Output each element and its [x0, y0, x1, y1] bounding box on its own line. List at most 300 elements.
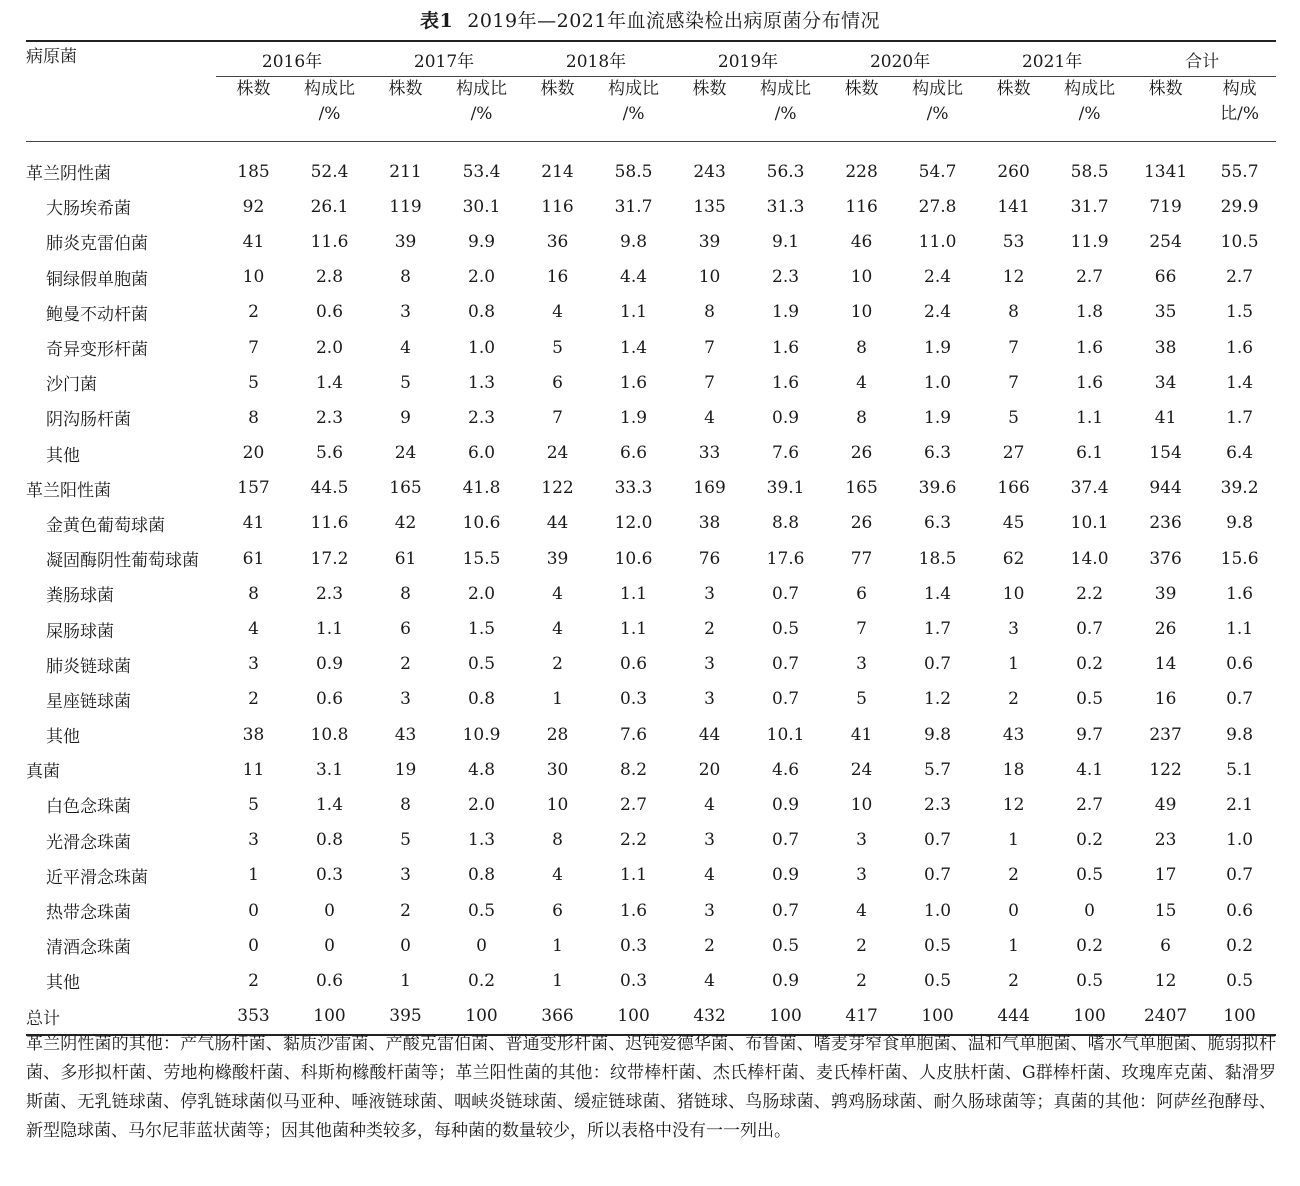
count-cell: 719: [1149, 196, 1182, 217]
ratio-cell: 2.0: [468, 267, 496, 288]
count-cell: 10: [242, 267, 265, 288]
count-cell: 15: [1154, 900, 1177, 921]
ratio-cell: 14.0: [1070, 548, 1109, 569]
count-cell: 66: [1154, 267, 1177, 288]
ratio-cell: 29.9: [1220, 196, 1259, 217]
count-cell: 17: [1154, 865, 1177, 886]
count-cell: 6: [400, 619, 411, 640]
ratio-cell: 15.6: [1220, 548, 1259, 569]
count-cell: 10: [850, 302, 873, 323]
year-header-2016: 2016年: [216, 41, 368, 77]
count-cell: 3: [856, 830, 867, 851]
count-subheader: 株数: [236, 79, 271, 99]
ratio-cell: 8.2: [620, 759, 648, 780]
ratio-cell: 7.6: [620, 724, 648, 745]
count-cell: 61: [394, 548, 417, 569]
count-cell: 1341: [1143, 161, 1188, 182]
count-cell: 122: [1149, 759, 1182, 780]
count-cell: 0: [248, 935, 259, 956]
count-cell: 8: [704, 302, 715, 323]
ratio-subheader-line1: 构成: [1222, 79, 1257, 99]
ratio-cell: 4.4: [620, 267, 648, 288]
ratio-subheader: [899, 77, 976, 142]
ratio-cell: 56.3: [766, 161, 805, 182]
count-cell: 34: [1154, 372, 1177, 393]
ratio-cell: 1.1: [315, 619, 344, 640]
ratio-cell: 31.3: [766, 196, 805, 217]
ratio-cell: 0.7: [1076, 619, 1104, 640]
ratio-cell: 0.5: [468, 900, 496, 921]
table-row: [26, 142, 1276, 190]
table-row: [26, 611, 1276, 646]
count-cell: 10: [850, 794, 873, 815]
count-cell: 7: [552, 407, 563, 428]
ratio-cell: 6.3: [924, 443, 952, 464]
count-cell: 8: [856, 407, 867, 428]
ratio-cell: 0.6: [315, 970, 344, 991]
count-cell: 7: [248, 337, 259, 358]
count-cell: 18: [1002, 759, 1025, 780]
ratio-cell: 6.4: [1226, 443, 1254, 464]
ratio-cell: 0.3: [620, 970, 648, 991]
ratio-cell: 1.6: [1226, 337, 1254, 358]
count-cell: 2: [1008, 865, 1019, 886]
ratio-subheader: [291, 77, 368, 142]
ratio-cell: 0.7: [924, 865, 952, 886]
count-cell: 61: [242, 548, 265, 569]
ratio-cell: 0: [324, 935, 335, 956]
pathogen-name-cell: 总计: [26, 1008, 60, 1029]
ratio-cell: 30.1: [462, 196, 501, 217]
caption-title: 2019年—2021年血流感染检出病原菌分布情况: [467, 10, 880, 32]
ratio-cell: 0.2: [1076, 935, 1104, 956]
table-row: [26, 893, 1276, 928]
count-cell: 2: [400, 900, 411, 921]
count-cell: 8: [1008, 302, 1019, 323]
ratio-cell: 58.5: [614, 161, 653, 182]
caption-label: 表1: [420, 10, 454, 32]
count-cell: 23: [1154, 830, 1177, 851]
count-cell: 41: [242, 513, 265, 534]
count-subheader: 株数: [996, 79, 1031, 99]
ratio-cell: 2.2: [1076, 583, 1104, 604]
ratio-subheader-line2: /%: [1078, 104, 1101, 124]
pathogen-name-cell: 其他: [46, 445, 80, 466]
ratio-cell: 6.6: [620, 443, 648, 464]
count-cell: 2: [1008, 970, 1019, 991]
ratio-cell: 0.5: [1226, 970, 1254, 991]
pathogen-distribution-table: [26, 40, 1276, 1036]
count-cell: 4: [856, 900, 867, 921]
count-cell: 119: [389, 196, 422, 217]
pathogen-name-cell: 其他: [46, 727, 80, 748]
pathogen-name-cell: 阴沟肠杆菌: [46, 410, 131, 431]
count-cell: 366: [541, 1006, 574, 1027]
ratio-subheader-line1: 构成比: [912, 79, 964, 99]
ratio-cell: 1.6: [1226, 583, 1254, 604]
count-cell: 432: [693, 1006, 726, 1027]
count-cell: 2: [704, 619, 715, 640]
count-cell: 36: [546, 231, 569, 252]
year-header-2018: 2018年: [520, 41, 672, 77]
ratio-cell: 39.2: [1220, 478, 1259, 499]
count-subheader: 株数: [388, 79, 423, 99]
count-cell: 41: [242, 231, 265, 252]
count-cell: 5: [248, 372, 259, 393]
ratio-cell: 100: [313, 1006, 346, 1027]
ratio-cell: 2.0: [468, 794, 496, 815]
count-cell: 3: [248, 654, 259, 675]
count-cell: 944: [1149, 478, 1182, 499]
count-cell: 43: [1002, 724, 1025, 745]
ratio-cell: 10.8: [310, 724, 349, 745]
ratio-subheader-line1: 构成比: [1064, 79, 1116, 99]
ratio-cell: 26.1: [310, 196, 349, 217]
ratio-cell: 100: [1073, 1006, 1106, 1027]
ratio-cell: 0.9: [772, 970, 800, 991]
pathogen-name-cell: 清酒念珠菌: [46, 938, 131, 959]
table-row: [26, 928, 1276, 963]
ratio-cell: 1.4: [315, 794, 344, 815]
ratio-cell: 1.6: [1076, 337, 1104, 358]
count-cell: 236: [1149, 513, 1182, 534]
count-cell: 28: [546, 724, 569, 745]
count-cell: 444: [997, 1006, 1030, 1027]
count-subheader: 株数: [692, 79, 727, 99]
count-cell: 3: [704, 900, 715, 921]
count-cell: 7: [1008, 372, 1019, 393]
table-row: [26, 752, 1276, 787]
count-cell: 4: [552, 865, 563, 886]
count-cell: 3: [400, 689, 411, 710]
ratio-cell: 1.4: [315, 372, 344, 393]
ratio-cell: 9.9: [468, 231, 496, 252]
count-cell: 8: [552, 830, 563, 851]
ratio-cell: 100: [1223, 1006, 1256, 1027]
ratio-cell: 1.6: [772, 337, 800, 358]
table-row: [26, 189, 1276, 224]
ratio-cell: 9.8: [620, 231, 648, 252]
ratio-cell: 1.8: [1076, 302, 1104, 323]
count-cell: 154: [1149, 443, 1182, 464]
ratio-cell: 58.5: [1070, 161, 1109, 182]
ratio-cell: 0.7: [772, 583, 800, 604]
count-cell: 2: [248, 302, 259, 323]
count-cell: 8: [248, 583, 259, 604]
ratio-cell: 39.6: [918, 478, 957, 499]
count-cell: 6: [1160, 935, 1171, 956]
ratio-subheader: [1203, 77, 1276, 142]
ratio-cell: 1.9: [772, 302, 800, 323]
count-cell: 39: [394, 231, 417, 252]
count-cell: 254: [1149, 231, 1182, 252]
ratio-cell: 0.6: [620, 654, 648, 675]
count-cell: 14: [1154, 654, 1177, 675]
ratio-cell: 100: [617, 1006, 650, 1027]
ratio-cell: 15.5: [462, 548, 501, 569]
ratio-cell: 1.1: [620, 302, 648, 323]
ratio-cell: 6.3: [924, 513, 952, 534]
ratio-cell: 1.2: [924, 689, 952, 710]
ratio-subheader: [595, 77, 672, 142]
pathogen-name-cell: 沙门菌: [46, 375, 97, 396]
count-cell: 41: [850, 724, 873, 745]
ratio-cell: 3.1: [315, 759, 344, 780]
ratio-cell: 4.6: [772, 759, 800, 780]
count-cell: 141: [997, 196, 1030, 217]
pathogen-name-cell: 大肠埃希菌: [46, 199, 131, 220]
count-cell: 135: [693, 196, 726, 217]
ratio-cell: 12.0: [614, 513, 653, 534]
count-cell: 9: [400, 407, 411, 428]
ratio-cell: 10.6: [614, 548, 653, 569]
count-cell: 228: [845, 161, 878, 182]
ratio-cell: 31.7: [614, 196, 653, 217]
table-body: [26, 142, 1276, 1035]
ratio-cell: 55.7: [1220, 161, 1259, 182]
ratio-cell: 0.2: [1226, 935, 1254, 956]
count-cell: 6: [552, 900, 563, 921]
table-row: [26, 224, 1276, 259]
table-row: [26, 963, 1276, 998]
ratio-subheader-line1: 构成比: [760, 79, 812, 99]
count-cell: 7: [856, 619, 867, 640]
ratio-cell: 0: [1084, 900, 1095, 921]
ratio-cell: 0.7: [924, 830, 952, 851]
ratio-cell: 54.7: [918, 161, 957, 182]
count-cell: 395: [389, 1006, 422, 1027]
ratio-subheader-line2: /%: [318, 104, 341, 124]
ratio-cell: 27.8: [918, 196, 957, 217]
ratio-cell: 0.7: [772, 900, 800, 921]
ratio-cell: 2.7: [1226, 267, 1254, 288]
count-cell: 19: [394, 759, 417, 780]
ratio-cell: 1.9: [924, 407, 952, 428]
count-cell: 166: [997, 478, 1030, 499]
count-cell: 3: [400, 865, 411, 886]
pathogen-name-cell: 白色念珠菌: [46, 797, 131, 818]
ratio-cell: 11.9: [1070, 231, 1109, 252]
ratio-cell: 0.6: [1226, 654, 1254, 675]
ratio-cell: 11.6: [310, 231, 349, 252]
pathogen-name-cell: 其他: [46, 973, 80, 994]
ratio-cell: 31.7: [1070, 196, 1109, 217]
count-cell: 26: [850, 443, 873, 464]
count-cell: 3: [400, 302, 411, 323]
table-row: [26, 647, 1276, 682]
ratio-subheader-line2: /%: [774, 104, 797, 124]
count-cell: 39: [1154, 583, 1177, 604]
table-row: [26, 823, 1276, 858]
ratio-cell: 2.3: [924, 794, 952, 815]
ratio-cell: 2.1: [1226, 794, 1254, 815]
table-row: [26, 787, 1276, 822]
ratio-cell: 10.6: [462, 513, 501, 534]
count-cell: 4: [552, 583, 563, 604]
ratio-cell: 1.0: [924, 372, 952, 393]
count-cell: 353: [237, 1006, 270, 1027]
count-cell: 1: [1008, 830, 1019, 851]
ratio-cell: 2.4: [924, 302, 952, 323]
ratio-cell: 1.1: [1076, 407, 1104, 428]
ratio-cell: 2.3: [468, 407, 496, 428]
count-cell: 10: [698, 267, 721, 288]
ratio-cell: 100: [921, 1006, 954, 1027]
ratio-cell: 0.5: [468, 654, 496, 675]
year-header-total: 合计: [1128, 41, 1276, 77]
pathogen-name-cell: 革兰阳性菌: [26, 480, 111, 501]
ratio-cell: 0.6: [315, 689, 344, 710]
ratio-cell: 0.2: [1076, 830, 1104, 851]
ratio-cell: 0.6: [1226, 900, 1254, 921]
ratio-cell: 1.4: [620, 337, 648, 358]
pathogen-column-header: 病原菌: [26, 41, 216, 142]
count-cell: 4: [248, 619, 259, 640]
ratio-cell: 0.8: [468, 865, 496, 886]
count-cell: 1: [1008, 935, 1019, 956]
ratio-cell: 1.1: [620, 583, 648, 604]
table-row: [26, 541, 1276, 576]
ratio-cell: 8.8: [772, 513, 800, 534]
pathogen-name-cell: 光滑念珠菌: [46, 832, 131, 853]
count-cell: 2: [856, 935, 867, 956]
count-cell: 20: [242, 443, 265, 464]
ratio-cell: 1.3: [468, 372, 496, 393]
ratio-cell: 100: [769, 1006, 802, 1027]
ratio-cell: 1.6: [620, 372, 648, 393]
count-cell: 26: [1154, 619, 1177, 640]
count-cell: 39: [546, 548, 569, 569]
ratio-cell: 2.2: [620, 830, 648, 851]
count-cell: 24: [546, 443, 569, 464]
count-cell: 2: [856, 970, 867, 991]
count-cell: 38: [242, 724, 265, 745]
count-cell: 1: [1008, 654, 1019, 675]
count-cell: 38: [1154, 337, 1177, 358]
ratio-cell: 1.7: [924, 619, 952, 640]
ratio-cell: 11.0: [918, 231, 957, 252]
ratio-cell: 1.3: [468, 830, 496, 851]
count-cell: 8: [856, 337, 867, 358]
ratio-cell: 44.5: [310, 478, 349, 499]
count-cell: 3: [856, 865, 867, 886]
pathogen-name-cell: 鲍曼不动杆菌: [46, 304, 148, 325]
count-cell: 41: [1154, 407, 1177, 428]
count-cell: 26: [850, 513, 873, 534]
ratio-subheader-line2: 比/%: [1220, 104, 1260, 124]
ratio-cell: 0.5: [772, 935, 800, 956]
table-row: [26, 506, 1276, 541]
count-cell: 2: [400, 654, 411, 675]
count-cell: 0: [1008, 900, 1019, 921]
count-cell: 20: [698, 759, 721, 780]
count-cell: 10: [546, 794, 569, 815]
ratio-subheader-line2: /%: [622, 104, 645, 124]
ratio-cell: 0.5: [1076, 865, 1104, 886]
year-header-2017: 2017年: [368, 41, 520, 77]
ratio-cell: 7.6: [772, 443, 800, 464]
ratio-cell: 1.6: [772, 372, 800, 393]
count-cell: 27: [1002, 443, 1025, 464]
count-cell: 3: [248, 830, 259, 851]
table-row: [26, 471, 1276, 506]
count-cell: 16: [546, 267, 569, 288]
count-cell: 376: [1149, 548, 1182, 569]
ratio-cell: 0.5: [924, 970, 952, 991]
count-cell: 12: [1002, 794, 1025, 815]
count-cell: 46: [850, 231, 873, 252]
year-header-2020: 2020年: [824, 41, 976, 77]
ratio-cell: 0.2: [1076, 654, 1104, 675]
count-cell: 116: [845, 196, 878, 217]
ratio-cell: 4.8: [468, 759, 496, 780]
ratio-cell: 1.1: [1226, 619, 1254, 640]
ratio-cell: 0.9: [772, 407, 800, 428]
ratio-cell: 0.3: [620, 935, 648, 956]
count-cell: 10: [850, 267, 873, 288]
table-caption: [0, 6, 1300, 33]
ratio-cell: 1.4: [924, 583, 952, 604]
count-cell: 43: [394, 724, 417, 745]
ratio-cell: 1.7: [1226, 407, 1254, 428]
ratio-cell: 0: [324, 900, 335, 921]
ratio-cell: 0.5: [772, 619, 800, 640]
ratio-cell: 9.8: [1226, 724, 1254, 745]
table-row: [26, 330, 1276, 365]
count-cell: 10: [1002, 583, 1025, 604]
count-cell: 2: [704, 935, 715, 956]
ratio-cell: 1.0: [1226, 830, 1254, 851]
table-row: [26, 295, 1276, 330]
ratio-cell: 2.3: [315, 583, 344, 604]
ratio-subheader-line1: 构成比: [608, 79, 660, 99]
pathogen-name-cell: 肺炎克雷伯菌: [46, 234, 148, 255]
pathogen-name-cell: 奇异变形杆菌: [46, 340, 148, 361]
count-cell: 76: [698, 548, 721, 569]
count-cell: 214: [541, 161, 574, 182]
count-cell: 24: [850, 759, 873, 780]
ratio-cell: 4.1: [1076, 759, 1104, 780]
ratio-cell: 1.0: [924, 900, 952, 921]
count-cell: 4: [400, 337, 411, 358]
count-cell: 45: [1002, 513, 1025, 534]
ratio-cell: 0.5: [1076, 970, 1104, 991]
count-cell: 5: [856, 689, 867, 710]
ratio-cell: 0.8: [468, 689, 496, 710]
count-cell: 5: [1008, 407, 1019, 428]
count-cell: 44: [546, 513, 569, 534]
ratio-cell: 11.6: [310, 513, 349, 534]
ratio-cell: 5.7: [924, 759, 952, 780]
ratio-cell: 0.3: [620, 689, 648, 710]
year-header-2019: 2019年: [672, 41, 824, 77]
ratio-cell: 1.1: [620, 865, 648, 886]
ratio-cell: 1.9: [620, 407, 648, 428]
pathogen-name-cell: 肺炎链球菌: [46, 656, 131, 677]
year-header-2021: 2021年: [976, 41, 1128, 77]
ratio-cell: 2.8: [315, 267, 344, 288]
count-cell: 4: [704, 407, 715, 428]
ratio-cell: 1.0: [468, 337, 496, 358]
ratio-cell: 2.7: [1076, 267, 1104, 288]
count-cell: 0: [400, 935, 411, 956]
ratio-cell: 6.0: [468, 443, 496, 464]
ratio-cell: 0: [476, 935, 487, 956]
ratio-cell: 18.5: [918, 548, 957, 569]
ratio-cell: 100: [465, 1006, 498, 1027]
ratio-cell: 53.4: [462, 161, 501, 182]
ratio-cell: 0.8: [468, 302, 496, 323]
